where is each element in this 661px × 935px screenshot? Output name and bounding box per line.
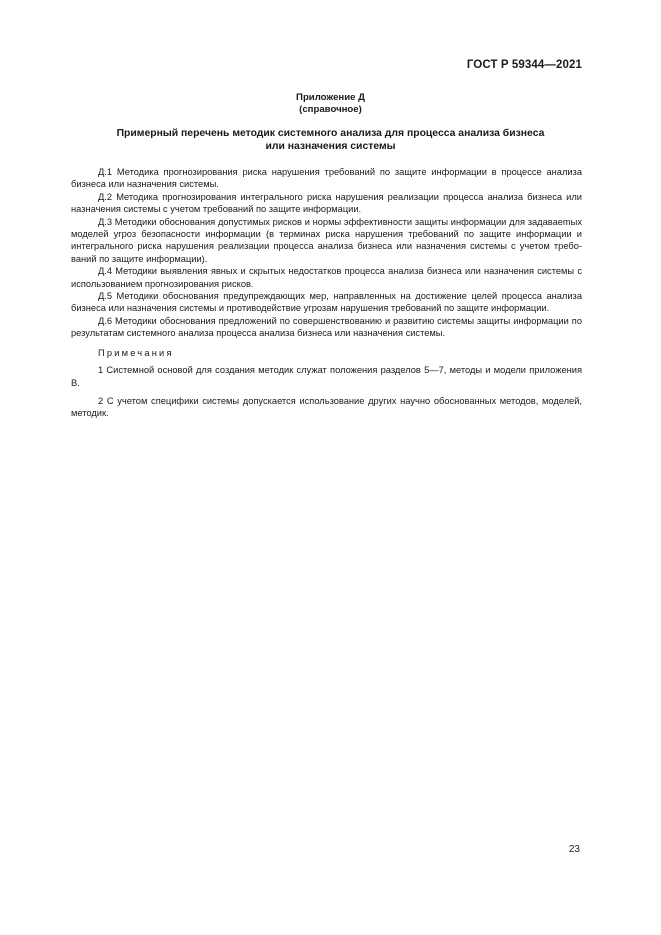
item-d4: Д.4 Методики выявления явных и скрытых недостатков процесса анализа бизнеса или назначения системы с использованием прогнозирования рисков. [71, 266, 582, 289]
item-d5: Д.5 Методики обоснования предупреждающих мер, направленных на достижение целей процесса анализа бизнеса или назначения системы и противодействие угрозам нарушения требований по защите информации. [71, 291, 582, 314]
title-line-1: Примерный перечень методик системного анализа для процесса анализа бизнеса [116, 128, 545, 139]
appendix-title [0, 127, 661, 153]
note-2: 2 С учетом специфики системы допускается использование других научно обоснованных методов, моделей, методик. [71, 395, 582, 419]
document-body [71, 166, 582, 426]
item-d3: Д.3 Методики обоснования допустимых рисков и нормы эффективности защиты информации для задаваеmых моделей угроз безопасности информации (в терминах риска нарушения требований по защите информации и интегрального риска нарушения реализации процесса анализа бизнеса или назначения системы с учетом требований по защите информации). [71, 216, 582, 264]
note-1: 1 Системной основой для создания методик служат положения разделов 5—7, методы и модели приложения В. [71, 365, 582, 388]
appendix-label: Приложение Д [296, 92, 365, 103]
item-d1: Д.1 Методика прогнозирования риска нарушения требований по защите информации в процессе анализа бизнеса или назначения системы. [71, 167, 582, 190]
item-d6: Д.6 Методики обоснования предложений по совершенствованию и развитию системы защиты информации по результатам системного анализа процесса анализа бизнеса или назначения системы. [71, 315, 582, 339]
standard-code: ГОСТ Р 59344—2021 [466, 59, 582, 71]
page-number: 23 [568, 844, 580, 855]
item-d2: Д.2 Методика прогнозирования интегрального риска нарушения реализации процесса анализа бизнеса или назначения системы с учетом требований по защите информации. [71, 191, 582, 215]
notes-heading: Примечания [98, 347, 174, 358]
appendix-heading [0, 92, 661, 116]
appendix-type: (справочное) [299, 104, 362, 115]
title-line-2: или назначения системы [265, 141, 396, 152]
